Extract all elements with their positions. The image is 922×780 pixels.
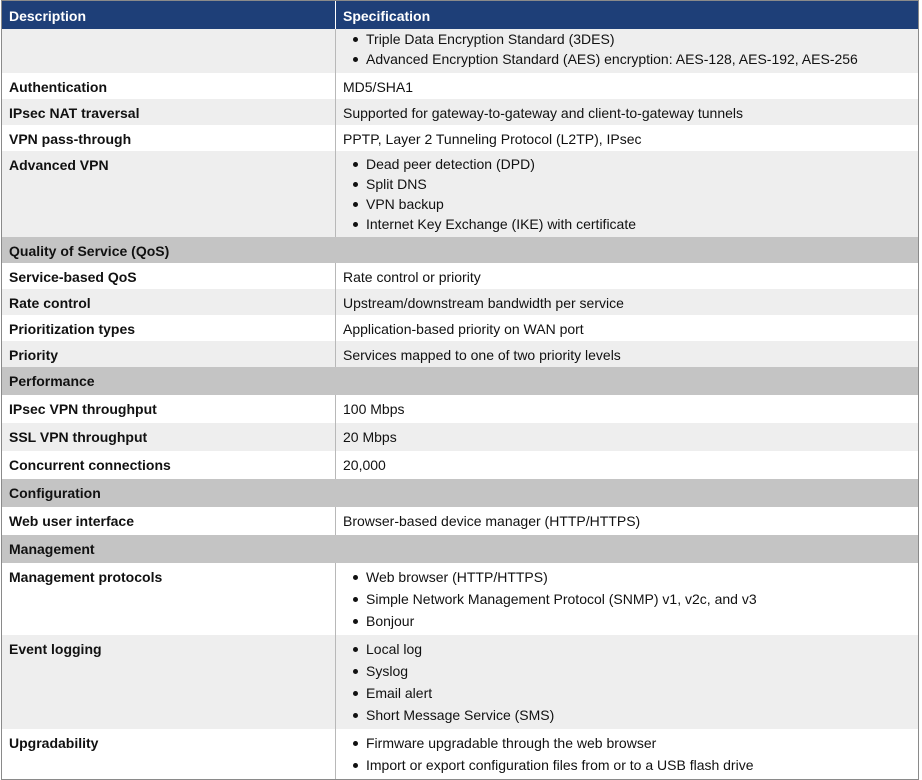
row-value xyxy=(336,29,918,73)
table-row-mgmt-protocols xyxy=(2,563,918,635)
table-row-rate-control xyxy=(2,289,918,315)
list-item: Simple Network Management Protocol (SNMP) v1, v2c, and v3 xyxy=(343,588,918,610)
bullet-list xyxy=(343,732,918,776)
row-label: Priority xyxy=(2,341,336,367)
row-label: Authentication xyxy=(2,73,336,99)
table-row-vpn-passthrough xyxy=(2,125,918,151)
row-value: Supported for gateway-to-gateway and client-to-gateway tunnels xyxy=(343,105,744,121)
row-label: Upgradability xyxy=(2,729,336,779)
row-label: Service-based QoS xyxy=(2,263,336,289)
bullet-list xyxy=(343,29,918,69)
list-item: Local log xyxy=(343,638,918,660)
row-label: SSL VPN throughput xyxy=(2,423,336,451)
row-value xyxy=(336,563,918,635)
table-row-ipsec-throughput xyxy=(2,395,918,423)
table-row-web-ui xyxy=(2,507,918,535)
table-row-authentication xyxy=(2,73,918,99)
row-value: Rate control or priority xyxy=(343,269,481,285)
section-header-qos: Quality of Service (QoS) xyxy=(2,237,918,263)
row-value: Services mapped to one of two priority levels xyxy=(343,347,621,363)
row-label: Prioritization types xyxy=(2,315,336,341)
row-label: Rate control xyxy=(2,289,336,315)
row-value: 100 Mbps xyxy=(343,401,405,417)
row-label: Management protocols xyxy=(2,563,336,635)
table-row-prioritization xyxy=(2,315,918,341)
row-label: Advanced VPN xyxy=(2,151,336,237)
section-header-configuration: Configuration xyxy=(2,479,918,507)
row-value xyxy=(336,151,918,237)
table-row-service-qos xyxy=(2,263,918,289)
bullet-list xyxy=(343,638,918,726)
list-item: Short Message Service (SMS) xyxy=(343,704,918,726)
table-row-ssl-throughput xyxy=(2,423,918,451)
list-item: Triple Data Encryption Standard (3DES) xyxy=(343,29,918,49)
spec-table xyxy=(1,0,919,780)
table-row-advanced-vpn xyxy=(2,151,918,237)
table-row-upgradability xyxy=(2,729,918,779)
row-value: Application-based priority on WAN port xyxy=(343,321,584,337)
row-value: Browser-based device manager (HTTP/HTTPS) xyxy=(343,513,641,529)
list-item: Firmware upgradable through the web browser xyxy=(343,732,918,754)
list-item: Dead peer detection (DPD) xyxy=(343,154,918,174)
list-item: Advanced Encryption Standard (AES) encryption: AES-128, AES-192, AES-256 xyxy=(343,49,918,69)
row-label: VPN pass-through xyxy=(2,125,336,151)
list-item: Web browser (HTTP/HTTPS) xyxy=(343,566,918,588)
row-label: IPsec VPN throughput xyxy=(2,395,336,423)
list-item: Bonjour xyxy=(343,610,918,632)
row-label xyxy=(2,29,336,73)
row-value: PPTP, Layer 2 Tunneling Protocol (L2TP), IPsec xyxy=(343,131,642,147)
header-specification: Specification xyxy=(343,8,431,24)
table-row-encryption-continued xyxy=(2,29,918,73)
table-row-concurrent xyxy=(2,451,918,479)
row-value: MD5/SHA1 xyxy=(343,79,414,95)
row-value: Upstream/downstream bandwidth per service xyxy=(343,295,624,311)
row-value xyxy=(336,729,918,779)
list-item: VPN backup xyxy=(343,194,918,214)
row-value: 20,000 xyxy=(343,457,386,473)
section-header-management: Management xyxy=(2,535,918,563)
row-value xyxy=(336,635,918,729)
table-row-ipsec-nat xyxy=(2,99,918,125)
list-item: Email alert xyxy=(343,682,918,704)
row-value: 20 Mbps xyxy=(343,429,397,445)
table-row-priority xyxy=(2,341,918,367)
list-item: Split DNS xyxy=(343,174,918,194)
row-label: Event logging xyxy=(2,635,336,729)
header-description: Description xyxy=(2,1,336,29)
row-label: IPsec NAT traversal xyxy=(2,99,336,125)
bullet-list xyxy=(343,154,918,234)
row-label: Web user interface xyxy=(2,507,336,535)
row-label: Concurrent connections xyxy=(2,451,336,479)
list-item: Syslog xyxy=(343,660,918,682)
list-item: Internet Key Exchange (IKE) with certificate xyxy=(343,214,918,234)
table-row-event-logging xyxy=(2,635,918,729)
section-header-performance: Performance xyxy=(2,367,918,395)
table-header xyxy=(2,1,918,29)
bullet-list xyxy=(343,566,918,632)
list-item: Import or export configuration files from or to a USB flash drive xyxy=(343,754,918,776)
